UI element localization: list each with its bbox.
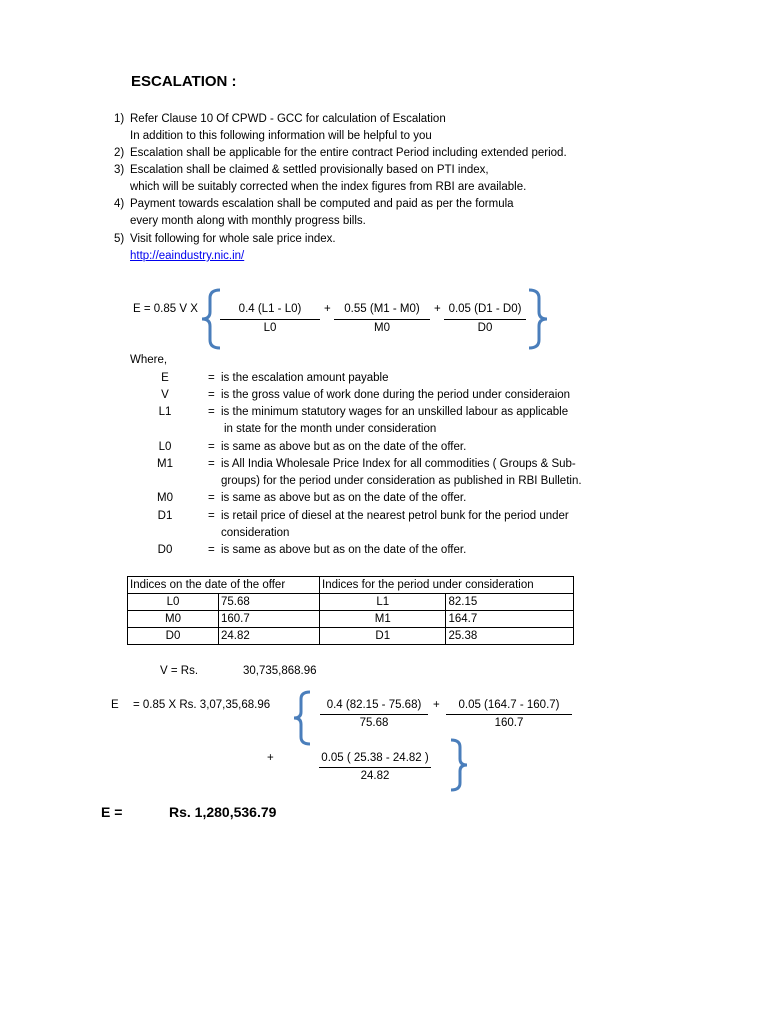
formula-plus-2: +	[434, 303, 441, 315]
right-brace-icon	[525, 288, 551, 350]
point-5-text: Visit following for whole sale price index.	[130, 233, 336, 245]
table-cell: 82.15	[446, 594, 574, 611]
formula-plus-1: +	[324, 303, 331, 315]
table-cell: M1	[320, 611, 446, 628]
formula-term3-numerator: 0.05 (D1 - D0)	[448, 303, 522, 315]
def-eq: =	[208, 510, 215, 522]
where-label: Where,	[130, 354, 168, 366]
formula-lhs: E = 0.85 V X	[133, 303, 198, 315]
def-text-E: is the escalation amount payable	[221, 372, 389, 384]
formula-term2-bar	[334, 319, 430, 320]
calc-term2-bar	[446, 714, 572, 715]
point-4-text-cont: every month along with monthly progress bills.	[130, 215, 366, 227]
def-eq: =	[208, 544, 215, 556]
formula-term3-denominator: D0	[477, 322, 493, 334]
table-cell: L1	[320, 594, 446, 611]
def-text-D1: is retail price of diesel at the nearest petrol bunk for the period under	[221, 510, 569, 522]
table-header-row	[128, 577, 574, 594]
v-value: 30,735,868.96	[243, 665, 317, 677]
table-cell: 164.7	[446, 611, 574, 628]
calc-term2-numerator: 0.05 (164.7 - 160.7)	[458, 699, 560, 711]
def-text-M1-cont: groups) for the period under consideration as published in RBI Bulletin.	[221, 475, 582, 487]
table-cell: D1	[320, 628, 446, 645]
def-symbol-D0: D0	[157, 544, 173, 556]
calc-term1-bar	[320, 714, 428, 715]
formula-term2-denominator: M0	[374, 322, 390, 334]
calc-term3-numerator: 0.05 ( 25.38 - 24.82 )	[321, 752, 429, 764]
def-text-D1-cont: consideration	[221, 527, 290, 539]
def-text-L1-cont: in state for the month under consideration	[224, 423, 437, 435]
def-text-L1: is the minimum statutory wages for an unskilled labour as applicable	[221, 406, 569, 418]
table-cell: L0	[128, 594, 219, 611]
result-value: Rs. 1,280,536.79	[169, 804, 277, 820]
point-3-text-cont: which will be suitably corrected when the index figures from RBI are available.	[130, 181, 527, 193]
indices-table	[127, 576, 574, 645]
calc-left-brace-icon	[290, 690, 314, 746]
def-eq: =	[208, 458, 215, 470]
def-symbol-M0: M0	[157, 492, 173, 504]
v-label: V = Rs.	[160, 665, 199, 677]
def-eq: =	[208, 406, 215, 418]
calc-term3-denominator: 24.82	[360, 770, 390, 782]
def-eq: =	[208, 441, 215, 453]
point-2-text: Escalation shall be applicable for the entire contract Period including extended period.	[130, 147, 567, 159]
table-row	[128, 628, 574, 645]
calc-right-brace-icon	[447, 738, 471, 792]
table-row	[128, 611, 574, 628]
def-text-M0: is same as above but as on the date of the offer.	[221, 492, 467, 504]
formula-term1-numerator: 0.4 (L1 - L0)	[238, 303, 302, 315]
point-1-number: 1)	[114, 113, 125, 125]
def-text-M1: is All India Wholesale Price Index for all commodities ( Groups & Sub-	[221, 458, 576, 470]
def-symbol-D1: D1	[157, 510, 173, 522]
point-1-text: Refer Clause 10 Of CPWD - GCC for calculation of Escalation	[130, 113, 446, 125]
def-symbol-M1: M1	[157, 458, 173, 470]
table-cell: 75.68	[219, 594, 320, 611]
point-3-text: Escalation shall be claimed & settled provisionally based on PTI index,	[130, 164, 489, 176]
point-3-number: 3)	[114, 164, 125, 176]
calc-lhs: = 0.85 X Rs. 3,07,35,68.96	[133, 699, 271, 711]
def-eq: =	[208, 389, 215, 401]
point-4-text: Payment towards escalation shall be computed and paid as per the formula	[130, 198, 514, 210]
point-1-text-cont: In addition to this following information will be helpful to you	[130, 130, 432, 142]
def-text-L0: is same as above but as on the date of the offer.	[221, 441, 467, 453]
point-5-number: 5)	[114, 233, 125, 245]
def-eq: =	[208, 372, 215, 384]
calc-term1-numerator: 0.4 (82.15 - 75.68)	[326, 699, 422, 711]
formula-term2-numerator: 0.55 (M1 - M0)	[344, 303, 420, 315]
table-cell: 160.7	[219, 611, 320, 628]
calc-term3-bar	[319, 767, 431, 768]
def-symbol-V: V	[161, 389, 169, 401]
calc-symbol: E	[111, 699, 119, 711]
table-row	[128, 594, 574, 611]
def-symbol-L0: L0	[158, 441, 172, 453]
def-text-D0: is same as above but as on the date of the offer.	[221, 544, 467, 556]
table-header-period: Indices for the period under consideration	[320, 577, 574, 594]
point-4-number: 4)	[114, 198, 125, 210]
table-cell: 24.82	[219, 628, 320, 645]
formula-term1-denominator: L0	[263, 322, 277, 334]
table-cell: 25.38	[446, 628, 574, 645]
point-2-number: 2)	[114, 147, 125, 159]
def-text-V: is the gross value of work done during the period under consideraion	[221, 389, 571, 401]
page-title: ESCALATION :	[131, 73, 237, 90]
table-cell: D0	[128, 628, 219, 645]
def-eq: =	[208, 492, 215, 504]
def-symbol-L1: L1	[158, 406, 172, 418]
formula-term3-bar	[444, 319, 526, 320]
wpi-link[interactable]: http://eaindustry.nic.in/	[130, 250, 245, 262]
table-header-offer: Indices on the date of the offer	[128, 577, 320, 594]
calc-term1-denominator: 75.68	[359, 717, 389, 729]
table-cell: M0	[128, 611, 219, 628]
calc-plus-1: +	[433, 699, 440, 711]
def-symbol-E: E	[161, 372, 169, 384]
result-label: E =	[101, 804, 123, 820]
formula-term1-bar	[220, 319, 320, 320]
calc-term2-denominator: 160.7	[494, 717, 524, 729]
calc-plus-2: +	[267, 752, 274, 764]
